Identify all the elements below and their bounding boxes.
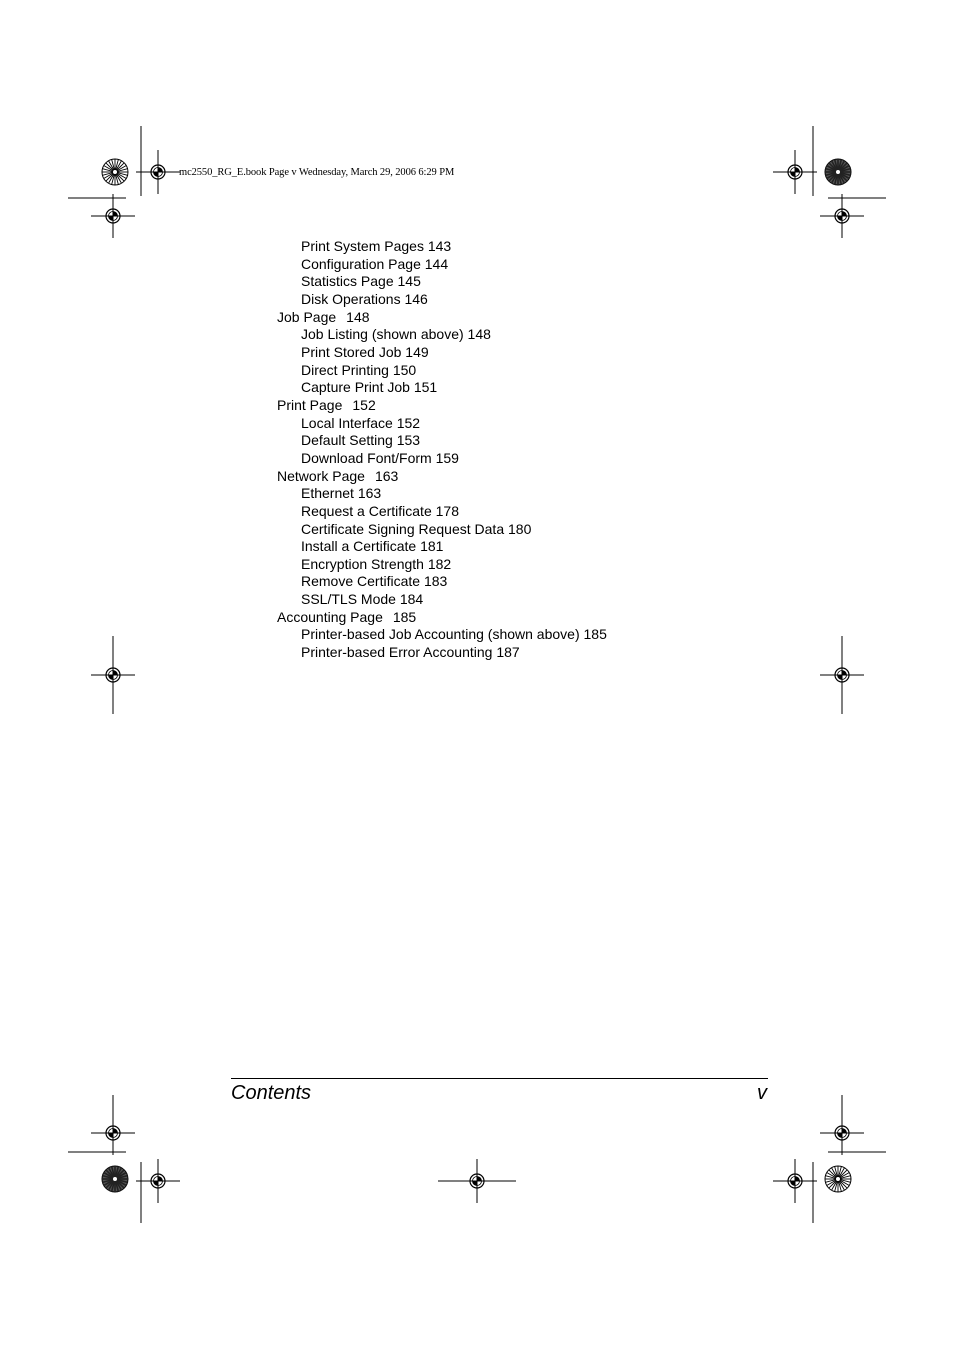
toc-entry-page-number: 145 — [397, 273, 421, 290]
toc-entry-title: Direct Printing — [301, 361, 389, 378]
toc-entry-page-number: 150 — [392, 361, 417, 378]
toc-entry-title: Ethernet — [301, 485, 354, 502]
star-target-registration-icon — [102, 159, 128, 185]
toc-entry-page-number: 185 — [392, 608, 417, 625]
toc-entry-page-number: 183 — [423, 573, 448, 590]
crosshair-registration-mark-icon — [91, 194, 135, 238]
crosshair-registration-mark-icon — [773, 150, 817, 194]
toc-entry-page-number: 146 — [404, 290, 428, 307]
toc-entry-title: Network Page — [277, 467, 365, 484]
toc-entry-title: Certificate Signing Request Data — [301, 520, 505, 537]
toc-entry-title: Remove Certificate — [301, 573, 421, 590]
footer-page-number: v — [757, 1082, 767, 1104]
star-target-registration-icon — [825, 159, 851, 185]
toc-entry-title: Request a Certificate — [301, 502, 432, 519]
toc-entry-page-number: 143 — [427, 238, 452, 254]
toc-entry-page-number: 148 — [346, 308, 370, 325]
toc-entry-page-number: 159 — [435, 449, 459, 466]
toc-entry-title: Default Setting — [301, 432, 393, 449]
toc-entry-title: Install a Certificate — [301, 538, 417, 555]
toc-entry-title: Print Stored Job — [301, 343, 402, 360]
toc-entry-page-number: 153 — [396, 432, 421, 449]
toc-entry-page-number: 152 — [396, 414, 421, 431]
star-target-registration-icon — [102, 1166, 128, 1192]
toc-entry-title: Job Page — [277, 308, 337, 325]
toc-entry-title: Accounting Page — [277, 608, 383, 625]
toc-entry-page-number: 178 — [435, 502, 459, 519]
toc-entry-page-number: 148 — [467, 326, 491, 343]
toc-entry-page-number: 187 — [496, 644, 520, 661]
crosshair-registration-mark-icon — [773, 1159, 817, 1203]
footer-section-title: Contents — [231, 1082, 312, 1104]
crosshair-registration-mark-icon — [820, 194, 864, 238]
toc-entry-title: Download Font/Form — [301, 449, 432, 466]
crosshair-registration-mark-icon — [136, 150, 180, 194]
toc-entry-page-number: 163 — [357, 485, 382, 502]
toc-entry-title: Print System Pages — [301, 238, 424, 254]
toc-entry-title: Encryption Strength — [301, 555, 424, 572]
printer-slug-line: mc2550_RG_E.book Page v Wednesday, March 29, 2006 6:29 PM — [179, 167, 455, 178]
toc-entry-page-number: 144 — [424, 255, 449, 272]
toc-entry-title: Job Listing (shown above) — [301, 326, 464, 343]
crosshair-registration-mark-icon — [820, 1111, 864, 1155]
toc-entry-page-number: 185 — [583, 626, 607, 643]
toc-entry-page-number: 149 — [405, 343, 429, 360]
toc-entry-title: Print Page — [277, 396, 343, 413]
toc-entry-page-number: 180 — [508, 520, 532, 537]
toc-entry-title: Capture Print Job — [301, 379, 410, 396]
toc-entry-page-number: 163 — [374, 467, 399, 484]
toc-entry-title: Printer-based Error Accounting — [301, 644, 493, 661]
toc-entry-title: Configuration Page — [301, 255, 421, 272]
toc-entry-title: Printer-based Job Accounting (shown above) — [301, 626, 580, 643]
toc-entry-page-number: 181 — [420, 538, 444, 555]
toc-entry-page-number: 152 — [352, 396, 376, 413]
toc-entry-title: Local Interface — [301, 414, 393, 431]
crosshair-registration-mark-icon — [136, 1159, 180, 1203]
toc-entry-title: Disk Operations — [301, 290, 401, 307]
star-target-registration-icon — [825, 1166, 851, 1192]
toc-entry-page-number: 151 — [413, 379, 438, 396]
toc-entry-page-number: 182 — [427, 555, 452, 572]
toc-entry-page-number: 184 — [399, 591, 424, 608]
crosshair-registration-mark-icon — [91, 1111, 135, 1155]
toc-entry-title: Statistics Page — [301, 273, 394, 290]
toc-entry-title: SSL/TLS Mode — [301, 591, 396, 608]
